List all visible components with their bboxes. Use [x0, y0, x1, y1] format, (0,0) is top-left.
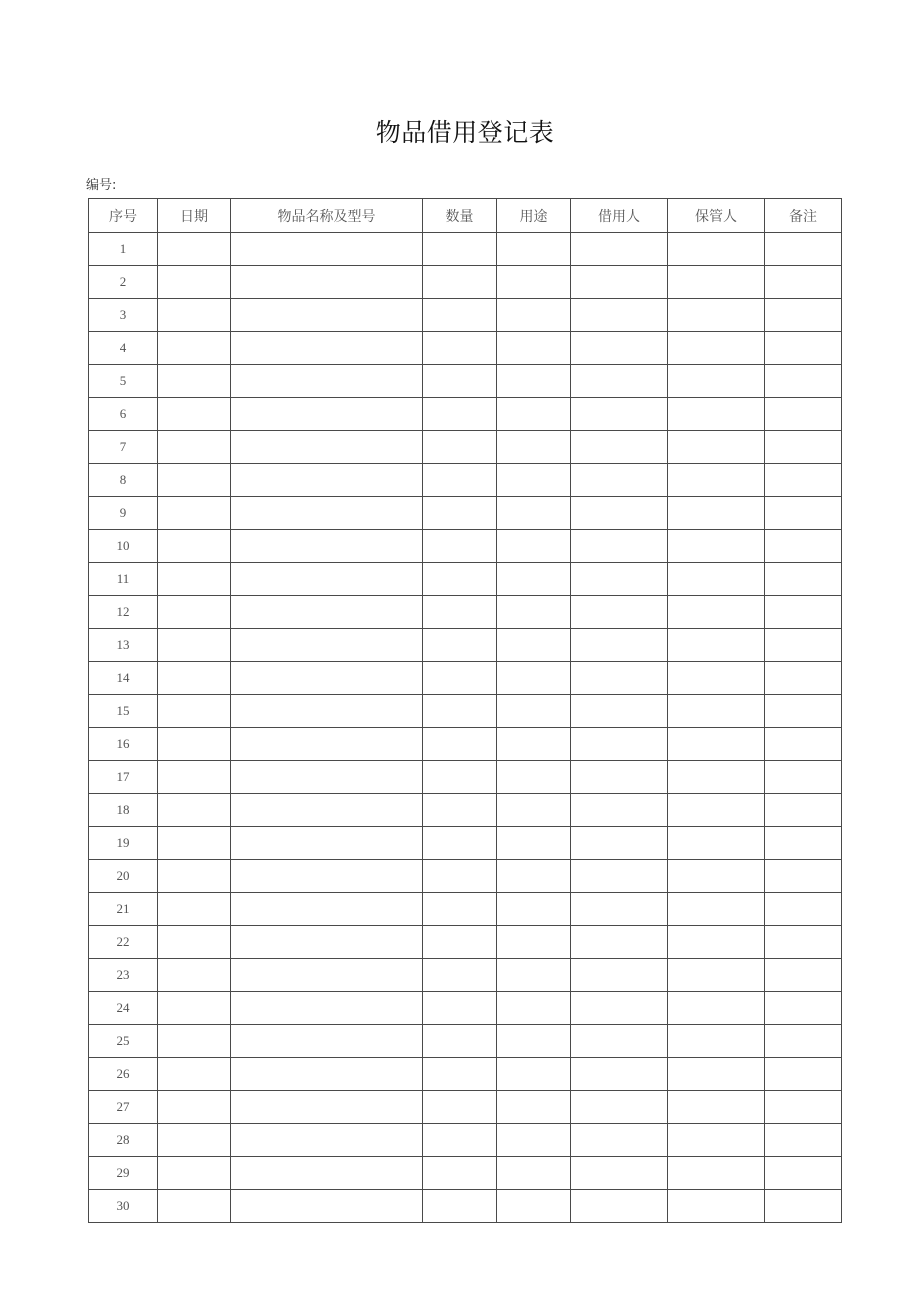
purpose-cell[interactable]	[497, 794, 571, 827]
remarks-cell[interactable]	[765, 893, 842, 926]
row-number-cell: 26	[89, 1058, 158, 1091]
row-number-cell: 25	[89, 1025, 158, 1058]
serial-number-label: 编号:	[86, 178, 117, 193]
row-number-cell: 29	[89, 1157, 158, 1190]
remarks-cell[interactable]	[765, 596, 842, 629]
remarks-cell[interactable]	[765, 1025, 842, 1058]
date-cell[interactable]	[158, 1058, 231, 1091]
date-cell[interactable]	[158, 860, 231, 893]
remarks-cell[interactable]	[765, 992, 842, 1025]
purpose-cell[interactable]	[497, 827, 571, 860]
row-number-cell: 21	[89, 893, 158, 926]
purpose-cell[interactable]	[497, 629, 571, 662]
borrower-cell[interactable]	[571, 761, 668, 794]
quantity-cell[interactable]	[423, 431, 497, 464]
item-name-cell[interactable]	[231, 266, 423, 299]
item-name-cell[interactable]	[231, 530, 423, 563]
custodian-cell[interactable]	[668, 398, 765, 431]
table-row	[89, 926, 842, 959]
table-row	[89, 1190, 842, 1223]
row-number-cell: 19	[89, 827, 158, 860]
quantity-cell[interactable]	[423, 497, 497, 530]
item-name-cell[interactable]	[231, 299, 423, 332]
row-number-cell: 17	[89, 761, 158, 794]
table-row	[89, 629, 842, 662]
purpose-cell[interactable]	[497, 497, 571, 530]
remarks-cell[interactable]	[765, 365, 842, 398]
table-row	[89, 1025, 842, 1058]
date-cell[interactable]	[158, 596, 231, 629]
item-name-cell[interactable]	[231, 1157, 423, 1190]
table-row	[89, 299, 842, 332]
quantity-cell[interactable]	[423, 1124, 497, 1157]
quantity-cell[interactable]	[423, 728, 497, 761]
date-cell[interactable]	[158, 398, 231, 431]
purpose-cell[interactable]	[497, 992, 571, 1025]
row-number-cell: 4	[89, 332, 158, 365]
purpose-cell[interactable]	[497, 233, 571, 266]
date-cell[interactable]	[158, 761, 231, 794]
custodian-cell[interactable]	[668, 761, 765, 794]
remarks-cell[interactable]	[765, 299, 842, 332]
date-cell[interactable]	[158, 1157, 231, 1190]
borrower-cell[interactable]	[571, 926, 668, 959]
borrower-cell[interactable]	[571, 332, 668, 365]
date-cell[interactable]	[158, 299, 231, 332]
item-name-cell[interactable]	[231, 827, 423, 860]
borrower-cell[interactable]	[571, 1124, 668, 1157]
borrower-cell[interactable]	[571, 794, 668, 827]
remarks-cell[interactable]	[765, 1058, 842, 1091]
table-row	[89, 266, 842, 299]
borrower-cell[interactable]	[571, 431, 668, 464]
borrower-cell[interactable]	[571, 893, 668, 926]
borrower-cell[interactable]	[571, 728, 668, 761]
item-name-cell[interactable]	[231, 497, 423, 530]
item-name-cell[interactable]	[231, 662, 423, 695]
table-row	[89, 596, 842, 629]
custodian-cell[interactable]	[668, 1190, 765, 1223]
remarks-cell[interactable]	[765, 1091, 842, 1124]
row-number-cell: 11	[89, 563, 158, 596]
date-cell[interactable]	[158, 794, 231, 827]
quantity-cell[interactable]	[423, 563, 497, 596]
custodian-cell[interactable]	[668, 794, 765, 827]
borrower-cell[interactable]	[571, 629, 668, 662]
item-name-cell[interactable]	[231, 563, 423, 596]
remarks-cell[interactable]	[765, 926, 842, 959]
row-number-cell: 8	[89, 464, 158, 497]
table-row	[89, 1157, 842, 1190]
borrower-cell[interactable]	[571, 398, 668, 431]
quantity-cell[interactable]	[423, 794, 497, 827]
borrower-cell[interactable]	[571, 299, 668, 332]
row-number-cell: 13	[89, 629, 158, 662]
table-row	[89, 827, 842, 860]
purpose-cell[interactable]	[497, 662, 571, 695]
header-borrower: 借用人	[571, 199, 668, 233]
item-name-cell[interactable]	[231, 365, 423, 398]
purpose-cell[interactable]	[497, 926, 571, 959]
remarks-cell[interactable]	[765, 431, 842, 464]
item-name-cell[interactable]	[231, 332, 423, 365]
item-name-cell[interactable]	[231, 233, 423, 266]
table-row	[89, 695, 842, 728]
custodian-cell[interactable]	[668, 629, 765, 662]
quantity-cell[interactable]	[423, 1157, 497, 1190]
row-number-cell: 22	[89, 926, 158, 959]
date-cell[interactable]	[158, 1124, 231, 1157]
table-row	[89, 233, 842, 266]
borrower-cell[interactable]	[571, 992, 668, 1025]
remarks-cell[interactable]	[765, 563, 842, 596]
remarks-cell[interactable]	[765, 827, 842, 860]
purpose-cell[interactable]	[497, 530, 571, 563]
table-row	[89, 398, 842, 431]
custodian-cell[interactable]	[668, 266, 765, 299]
quantity-cell[interactable]	[423, 761, 497, 794]
table-row	[89, 464, 842, 497]
item-name-cell[interactable]	[231, 992, 423, 1025]
purpose-cell[interactable]	[497, 1025, 571, 1058]
table-row	[89, 530, 842, 563]
date-cell[interactable]	[158, 728, 231, 761]
header-remarks: 备注	[765, 199, 842, 233]
header-seq: 序号	[89, 199, 158, 233]
custodian-cell[interactable]	[668, 992, 765, 1025]
borrower-cell[interactable]	[571, 1190, 668, 1223]
remarks-cell[interactable]	[765, 959, 842, 992]
borrower-cell[interactable]	[571, 1157, 668, 1190]
borrow-register-table	[88, 198, 842, 1223]
borrower-cell[interactable]	[571, 596, 668, 629]
remarks-cell[interactable]	[765, 761, 842, 794]
item-name-cell[interactable]	[231, 1091, 423, 1124]
table-row	[89, 365, 842, 398]
remarks-cell[interactable]	[765, 332, 842, 365]
table-row	[89, 662, 842, 695]
custodian-cell[interactable]	[668, 497, 765, 530]
date-cell[interactable]	[158, 662, 231, 695]
borrower-cell[interactable]	[571, 233, 668, 266]
table-row	[89, 761, 842, 794]
date-cell[interactable]	[158, 464, 231, 497]
quantity-cell[interactable]	[423, 530, 497, 563]
item-name-cell[interactable]	[231, 431, 423, 464]
purpose-cell[interactable]	[497, 1190, 571, 1223]
custodian-cell[interactable]	[668, 1124, 765, 1157]
row-number-cell: 24	[89, 992, 158, 1025]
remarks-cell[interactable]	[765, 398, 842, 431]
quantity-cell[interactable]	[423, 266, 497, 299]
date-cell[interactable]	[158, 827, 231, 860]
borrower-cell[interactable]	[571, 959, 668, 992]
borrower-cell[interactable]	[571, 497, 668, 530]
date-cell[interactable]	[158, 893, 231, 926]
custodian-cell[interactable]	[668, 959, 765, 992]
custodian-cell[interactable]	[668, 530, 765, 563]
purpose-cell[interactable]	[497, 398, 571, 431]
custodian-cell[interactable]	[668, 1157, 765, 1190]
borrower-cell[interactable]	[571, 1025, 668, 1058]
row-number-cell: 1	[89, 233, 158, 266]
date-cell[interactable]	[158, 1091, 231, 1124]
quantity-cell[interactable]	[423, 827, 497, 860]
borrower-cell[interactable]	[571, 827, 668, 860]
remarks-cell[interactable]	[765, 728, 842, 761]
remarks-cell[interactable]	[765, 530, 842, 563]
purpose-cell[interactable]	[497, 266, 571, 299]
item-name-cell[interactable]	[231, 695, 423, 728]
date-cell[interactable]	[158, 959, 231, 992]
table-row	[89, 794, 842, 827]
custodian-cell[interactable]	[668, 332, 765, 365]
date-cell[interactable]	[158, 629, 231, 662]
purpose-cell[interactable]	[497, 761, 571, 794]
quantity-cell[interactable]	[423, 629, 497, 662]
table-row	[89, 728, 842, 761]
item-name-cell[interactable]	[231, 893, 423, 926]
row-number-cell: 23	[89, 959, 158, 992]
remarks-cell[interactable]	[765, 695, 842, 728]
row-number-cell: 20	[89, 860, 158, 893]
row-number-cell: 27	[89, 1091, 158, 1124]
quantity-cell[interactable]	[423, 1091, 497, 1124]
custodian-cell[interactable]	[668, 1058, 765, 1091]
custodian-cell[interactable]	[668, 431, 765, 464]
purpose-cell[interactable]	[497, 431, 571, 464]
quantity-cell[interactable]	[423, 860, 497, 893]
quantity-cell[interactable]	[423, 1025, 497, 1058]
table-row	[89, 497, 842, 530]
quantity-cell[interactable]	[423, 233, 497, 266]
row-number-cell: 10	[89, 530, 158, 563]
borrower-cell[interactable]	[571, 266, 668, 299]
date-cell[interactable]	[158, 332, 231, 365]
remarks-cell[interactable]	[765, 497, 842, 530]
custodian-cell[interactable]	[668, 563, 765, 596]
custodian-cell[interactable]	[668, 860, 765, 893]
remarks-cell[interactable]	[765, 662, 842, 695]
table-row	[89, 1058, 842, 1091]
quantity-cell[interactable]	[423, 332, 497, 365]
date-cell[interactable]	[158, 695, 231, 728]
item-name-cell[interactable]	[231, 926, 423, 959]
custodian-cell[interactable]	[668, 596, 765, 629]
table-row	[89, 1091, 842, 1124]
purpose-cell[interactable]	[497, 695, 571, 728]
custodian-cell[interactable]	[668, 464, 765, 497]
custodian-cell[interactable]	[668, 695, 765, 728]
header-custodian: 保管人	[668, 199, 765, 233]
quantity-cell[interactable]	[423, 959, 497, 992]
purpose-cell[interactable]	[497, 332, 571, 365]
quantity-cell[interactable]	[423, 398, 497, 431]
header-purpose: 用途	[497, 199, 571, 233]
date-cell[interactable]	[158, 530, 231, 563]
table-row	[89, 893, 842, 926]
header-quantity: 数量	[423, 199, 497, 233]
table-row	[89, 332, 842, 365]
purpose-cell[interactable]	[497, 299, 571, 332]
purpose-cell[interactable]	[497, 728, 571, 761]
borrower-cell[interactable]	[571, 464, 668, 497]
row-number-cell: 5	[89, 365, 158, 398]
quantity-cell[interactable]	[423, 695, 497, 728]
row-number-cell: 2	[89, 266, 158, 299]
item-name-cell[interactable]	[231, 1025, 423, 1058]
borrower-cell[interactable]	[571, 1091, 668, 1124]
borrower-cell[interactable]	[571, 695, 668, 728]
item-name-cell[interactable]	[231, 794, 423, 827]
item-name-cell[interactable]	[231, 596, 423, 629]
row-number-cell: 12	[89, 596, 158, 629]
date-cell[interactable]	[158, 365, 231, 398]
date-cell[interactable]	[158, 266, 231, 299]
quantity-cell[interactable]	[423, 662, 497, 695]
date-cell[interactable]	[158, 926, 231, 959]
purpose-cell[interactable]	[497, 893, 571, 926]
borrower-cell[interactable]	[571, 1058, 668, 1091]
row-number-cell: 30	[89, 1190, 158, 1223]
row-number-cell: 14	[89, 662, 158, 695]
table-row	[89, 431, 842, 464]
item-name-cell[interactable]	[231, 728, 423, 761]
custodian-cell[interactable]	[668, 1091, 765, 1124]
item-name-cell[interactable]	[231, 959, 423, 992]
header-date: 日期	[158, 199, 231, 233]
borrower-cell[interactable]	[571, 662, 668, 695]
remarks-cell[interactable]	[765, 629, 842, 662]
purpose-cell[interactable]	[497, 365, 571, 398]
custodian-cell[interactable]	[668, 728, 765, 761]
table-row	[89, 992, 842, 1025]
item-name-cell[interactable]	[231, 398, 423, 431]
remarks-cell[interactable]	[765, 860, 842, 893]
quantity-cell[interactable]	[423, 926, 497, 959]
custodian-cell[interactable]	[668, 926, 765, 959]
remarks-cell[interactable]	[765, 233, 842, 266]
purpose-cell[interactable]	[497, 1124, 571, 1157]
custodian-cell[interactable]	[668, 827, 765, 860]
custodian-cell[interactable]	[668, 1025, 765, 1058]
custodian-cell[interactable]	[668, 893, 765, 926]
row-number-cell: 18	[89, 794, 158, 827]
remarks-cell[interactable]	[765, 1190, 842, 1223]
date-cell[interactable]	[158, 431, 231, 464]
purpose-cell[interactable]	[497, 1058, 571, 1091]
table-row	[89, 563, 842, 596]
purpose-cell[interactable]	[497, 959, 571, 992]
remarks-cell[interactable]	[765, 1124, 842, 1157]
quantity-cell[interactable]	[423, 992, 497, 1025]
purpose-cell[interactable]	[497, 596, 571, 629]
table-body	[89, 233, 842, 1223]
row-number-cell: 6	[89, 398, 158, 431]
row-number-cell: 9	[89, 497, 158, 530]
purpose-cell[interactable]	[497, 563, 571, 596]
item-name-cell[interactable]	[231, 464, 423, 497]
date-cell[interactable]	[158, 497, 231, 530]
date-cell[interactable]	[158, 1190, 231, 1223]
header-item-name-model: 物品名称及型号	[231, 199, 423, 233]
quantity-cell[interactable]	[423, 1190, 497, 1223]
borrower-cell[interactable]	[571, 365, 668, 398]
quantity-cell[interactable]	[423, 596, 497, 629]
row-number-cell: 15	[89, 695, 158, 728]
table-row	[89, 1124, 842, 1157]
remarks-cell[interactable]	[765, 794, 842, 827]
item-name-cell[interactable]	[231, 761, 423, 794]
table-row	[89, 860, 842, 893]
borrower-cell[interactable]	[571, 530, 668, 563]
item-name-cell[interactable]	[231, 1190, 423, 1223]
purpose-cell[interactable]	[497, 1091, 571, 1124]
row-number-cell: 16	[89, 728, 158, 761]
date-cell[interactable]	[158, 233, 231, 266]
purpose-cell[interactable]	[497, 464, 571, 497]
date-cell[interactable]	[158, 1025, 231, 1058]
custodian-cell[interactable]	[668, 662, 765, 695]
table-row	[89, 959, 842, 992]
remarks-cell[interactable]	[765, 1157, 842, 1190]
item-name-cell[interactable]	[231, 1124, 423, 1157]
table-header-row	[89, 199, 842, 233]
quantity-cell[interactable]	[423, 365, 497, 398]
purpose-cell[interactable]	[497, 860, 571, 893]
remarks-cell[interactable]	[765, 464, 842, 497]
custodian-cell[interactable]	[668, 233, 765, 266]
item-name-cell[interactable]	[231, 629, 423, 662]
row-number-cell: 7	[89, 431, 158, 464]
item-name-cell[interactable]	[231, 1058, 423, 1091]
item-name-cell[interactable]	[231, 860, 423, 893]
quantity-cell[interactable]	[423, 1058, 497, 1091]
page-title: 物品借用登记表	[375, 118, 555, 147]
row-number-cell: 3	[89, 299, 158, 332]
date-cell[interactable]	[158, 992, 231, 1025]
quantity-cell[interactable]	[423, 299, 497, 332]
custodian-cell[interactable]	[668, 299, 765, 332]
quantity-cell[interactable]	[423, 893, 497, 926]
date-cell[interactable]	[158, 563, 231, 596]
row-number-cell: 28	[89, 1124, 158, 1157]
purpose-cell[interactable]	[497, 1157, 571, 1190]
borrower-cell[interactable]	[571, 860, 668, 893]
remarks-cell[interactable]	[765, 266, 842, 299]
borrower-cell[interactable]	[571, 563, 668, 596]
quantity-cell[interactable]	[423, 464, 497, 497]
custodian-cell[interactable]	[668, 365, 765, 398]
